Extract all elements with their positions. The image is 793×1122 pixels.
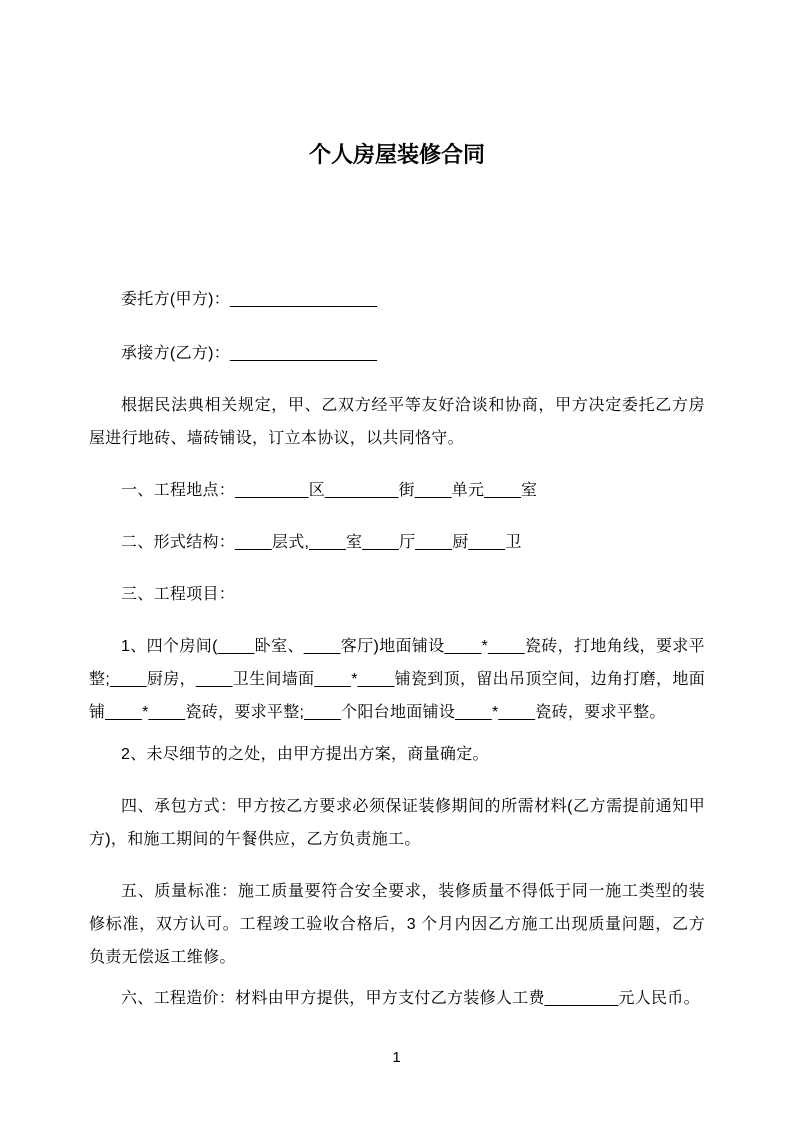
clause-quality-standard: 五、质量标准：施工质量要符合安全要求，装修质量不得低于同一施工类型的装修标准，双方认可。工程竣工验收合格后，3 个月内因乙方施工出现质量问题，乙方负责无偿返工维修。 (89, 883, 705, 966)
project-item-1: 1、四个房间(____卧室、____客厅)地面铺设____*____瓷砖，打地角线，要求平整;____厨房，____卫生间墙面____*____铺瓷到顶，留出吊顶空间，边角打磨，地面铺____*____瓷砖，要求平整;____个阳台地面铺设____*____瓷砖，要求平整。 (89, 638, 705, 721)
clause-project-cost: 六、工程造价：材料由甲方提供，甲方支付乙方装修人工费________元人民币。 (121, 990, 700, 1007)
party-a-blank: ________________ (230, 291, 378, 308)
party-b-blank: ________________ (230, 345, 378, 362)
clause-project-location: 一、工程地点：________区________街____单元____室 (121, 482, 538, 499)
party-a-label: 委托方(甲方)： (121, 291, 231, 308)
party-b-label: 承接方(乙方)： (121, 345, 231, 362)
party-a-line (89, 283, 705, 316)
clause-project-items-heading: 三、工程项目： (121, 586, 236, 603)
clause-form-structure: 二、形式结构：____层式,____室____厅____厨____卫 (121, 534, 522, 551)
paragraph-intro: 根据民法典相关规定，甲、乙双方经平等友好洽谈和协商，甲方决定委托乙方房屋进行地砖、墙砖铺设，订立本协议，以共同恪守。 (89, 397, 705, 447)
page-title: 个人房屋装修合同 (308, 142, 485, 167)
clause-contract-mode: 四、承包方式：甲方按乙方要求必须保证装修期间的所需材料(乙方需提前通知甲方)，和施工期间的午餐供应，乙方负责施工。 (89, 798, 705, 848)
project-item-2: 2、未尽细节的之处，由甲方提出方案，商量确定。 (121, 746, 489, 763)
party-b-line (89, 337, 705, 370)
page-number: 1 (392, 1049, 401, 1066)
